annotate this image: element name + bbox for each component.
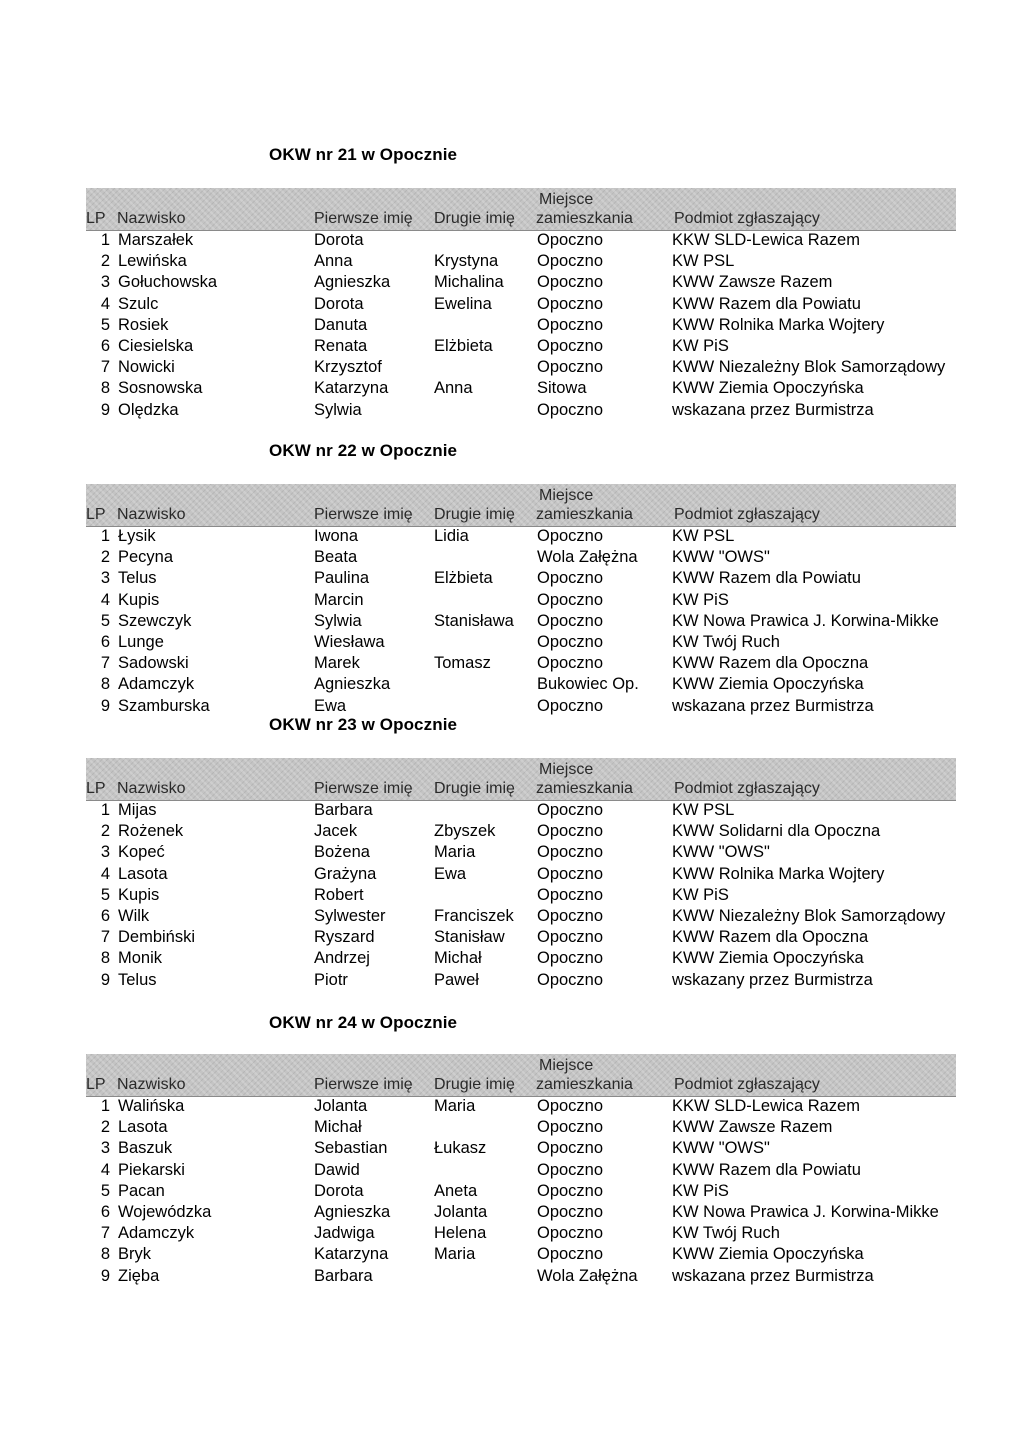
header-miejsce: Miejsce xyxy=(539,191,594,208)
cell-podmiot: KWW Ziemia Opoczyńska xyxy=(672,949,864,968)
cell-miejsce: Opoczno xyxy=(537,569,604,588)
table-row xyxy=(0,632,1024,653)
cell-pierwsze-imie: Barbara xyxy=(314,801,373,819)
cell-pierwsze-imie: Beata xyxy=(314,548,358,567)
cell-drugie-imie: Helena xyxy=(434,1224,487,1243)
section-title: OKW nr 23 w Opocznie xyxy=(269,715,458,734)
cell-nazwisko: Kopeć xyxy=(118,843,165,862)
cell-pierwsze-imie: Dorota xyxy=(314,231,364,249)
cell-pierwsze-imie: Sebastian xyxy=(314,1139,388,1158)
cell-drugie-imie: Aneta xyxy=(434,1181,478,1200)
cell-pierwsze-imie: Agnieszka xyxy=(314,1202,391,1221)
table-row xyxy=(0,611,1024,632)
cell-podmiot: wskazana przez Burmistrza xyxy=(672,400,874,419)
cell-nazwisko: Wilk xyxy=(118,906,150,925)
cell-drugie-imie: Paweł xyxy=(434,970,479,989)
cell-miejsce: Opoczno xyxy=(537,611,604,630)
table-header xyxy=(86,758,956,801)
cell-miejsce: Bukowiec Op. xyxy=(537,675,639,694)
table-header xyxy=(86,484,956,527)
cell-podmiot: KWW Solidarni dla Opoczna xyxy=(672,822,881,841)
header-zamieszkania: zamieszkania xyxy=(536,780,633,797)
table-row xyxy=(0,906,1024,927)
table-row xyxy=(0,1223,1024,1244)
cell-pierwsze-imie: Dorota xyxy=(314,1181,364,1200)
cell-pierwsze-imie: Robert xyxy=(314,885,364,904)
cell-lp: 9 xyxy=(100,1266,110,1285)
header-lp: LP xyxy=(86,506,106,523)
cell-pierwsze-imie: Dawid xyxy=(314,1160,360,1179)
header-lp: LP xyxy=(86,780,106,797)
cell-pierwsze-imie: Dorota xyxy=(314,294,364,313)
cell-podmiot: KWW Razem dla Powiatu xyxy=(672,569,861,588)
cell-podmiot: KW PSL xyxy=(672,801,735,819)
section-title: OKW nr 22 w Opocznie xyxy=(269,441,458,460)
cell-podmiot: KWW "OWS" xyxy=(672,548,770,567)
cell-podmiot: KKW SLD-Lewica Razem xyxy=(672,1097,860,1115)
table-body xyxy=(0,1096,1024,1287)
cell-lp: 8 xyxy=(100,1245,110,1264)
cell-miejsce: Opoczno xyxy=(537,1181,604,1200)
cell-nazwisko: Telus xyxy=(118,970,157,989)
cell-nazwisko: Marszałek xyxy=(118,231,194,249)
cell-drugie-imie: Maria xyxy=(434,843,476,862)
cell-pierwsze-imie: Sylwester xyxy=(314,906,386,925)
cell-pierwsze-imie: Ewa xyxy=(314,696,347,715)
cell-miejsce: Opoczno xyxy=(537,949,604,968)
header-podmiot: Podmiot zgłaszający xyxy=(674,780,820,797)
header-drugie-imie: Drugie imię xyxy=(434,1076,515,1093)
table-row xyxy=(0,927,1024,948)
header-lp: LP xyxy=(86,210,106,227)
cell-lp: 3 xyxy=(100,273,110,292)
cell-drugie-imie: Maria xyxy=(434,1245,476,1264)
table-row xyxy=(0,821,1024,842)
cell-nazwisko: Walińska xyxy=(118,1097,185,1115)
cell-nazwisko: Lasota xyxy=(118,1118,168,1137)
cell-pierwsze-imie: Jolanta xyxy=(314,1097,368,1115)
header-pierwsze-imie: Pierwsze imię xyxy=(314,506,413,523)
cell-lp: 8 xyxy=(100,675,110,694)
cell-nazwisko: Pecyna xyxy=(118,548,174,567)
cell-podmiot: KWW Razem dla Opoczna xyxy=(672,654,869,673)
section-title: OKW nr 24 w Opocznie xyxy=(269,1013,458,1032)
cell-miejsce: Opoczno xyxy=(537,1097,604,1115)
header-drugie-imie: Drugie imię xyxy=(434,780,515,797)
header-nazwisko: Nazwisko xyxy=(117,210,186,227)
table-row xyxy=(0,357,1024,378)
cell-miejsce: Opoczno xyxy=(537,527,604,545)
cell-lp: 3 xyxy=(100,1139,110,1158)
cell-nazwisko: Monik xyxy=(118,949,163,968)
cell-nazwisko: Ciesielska xyxy=(118,336,194,355)
cell-lp: 6 xyxy=(100,1202,110,1221)
table-row xyxy=(0,1117,1024,1138)
cell-miejsce: Opoczno xyxy=(537,315,604,334)
cell-podmiot: KWW Rolnika Marka Wojtery xyxy=(672,864,885,883)
cell-drugie-imie: Maria xyxy=(434,1097,476,1115)
table-row xyxy=(0,272,1024,293)
cell-miejsce: Opoczno xyxy=(537,400,604,419)
cell-drugie-imie: Elżbieta xyxy=(434,336,493,355)
cell-podmiot: KW Twój Ruch xyxy=(672,1224,780,1243)
cell-pierwsze-imie: Bożena xyxy=(314,843,370,862)
table-row xyxy=(0,1244,1024,1265)
cell-podmiot: KWW Ziemia Opoczyńska xyxy=(672,1245,864,1264)
cell-nazwisko: Szewczyk xyxy=(118,611,192,630)
cell-podmiot: KWW Ziemia Opoczyńska xyxy=(672,379,864,398)
cell-miejsce: Opoczno xyxy=(537,654,604,673)
cell-nazwisko: Kupis xyxy=(118,885,160,904)
table-row xyxy=(0,1202,1024,1223)
cell-lp: 6 xyxy=(100,632,110,651)
cell-lp: 4 xyxy=(100,294,110,313)
cell-nazwisko: Rożenek xyxy=(118,822,184,841)
header-miejsce: Miejsce xyxy=(539,1057,594,1074)
cell-nazwisko: Adamczyk xyxy=(118,675,195,694)
cell-miejsce: Opoczno xyxy=(537,273,604,292)
header-podmiot: Podmiot zgłaszający xyxy=(674,506,820,523)
cell-lp: 9 xyxy=(100,696,110,715)
header-miejsce: Miejsce xyxy=(539,761,594,778)
cell-lp: 1 xyxy=(100,801,110,819)
table-row xyxy=(0,590,1024,611)
cell-nazwisko: Szulc xyxy=(118,294,159,313)
cell-pierwsze-imie: Sylwia xyxy=(314,611,362,630)
cell-drugie-imie: Elżbieta xyxy=(434,569,493,588)
cell-miejsce: Opoczno xyxy=(537,1224,604,1243)
cell-miejsce: Opoczno xyxy=(537,1160,604,1179)
cell-nazwisko: Gołuchowska xyxy=(118,273,218,292)
table-row xyxy=(0,842,1024,863)
table-row xyxy=(0,230,1024,251)
cell-podmiot: KW PiS xyxy=(672,336,729,355)
cell-podmiot: KW Nowa Prawica J. Korwina-Mikke xyxy=(672,1202,939,1221)
cell-pierwsze-imie: Ryszard xyxy=(314,928,375,947)
cell-drugie-imie: Lidia xyxy=(434,527,469,545)
cell-nazwisko: Lewińska xyxy=(118,252,187,271)
cell-pierwsze-imie: Marcin xyxy=(314,590,364,609)
cell-pierwsze-imie: Andrzej xyxy=(314,949,370,968)
cell-miejsce: Opoczno xyxy=(537,1118,604,1137)
cell-drugie-imie: Jolanta xyxy=(434,1202,488,1221)
cell-podmiot: KWW Rolnika Marka Wojtery xyxy=(672,315,885,334)
cell-miejsce: Wola Załężna xyxy=(537,548,638,567)
cell-pierwsze-imie: Jacek xyxy=(314,822,358,841)
cell-lp: 6 xyxy=(100,336,110,355)
cell-miejsce: Opoczno xyxy=(537,252,604,271)
cell-lp: 1 xyxy=(100,527,110,545)
cell-podmiot: KWW Razem dla Powiatu xyxy=(672,294,861,313)
cell-lp: 8 xyxy=(100,379,110,398)
cell-nazwisko: Sadowski xyxy=(118,654,189,673)
cell-nazwisko: Kupis xyxy=(118,590,160,609)
cell-nazwisko: Wojewódzka xyxy=(118,1202,212,1221)
cell-lp: 9 xyxy=(100,970,110,989)
cell-drugie-imie: Michał xyxy=(434,949,482,968)
cell-miejsce: Opoczno xyxy=(537,822,604,841)
cell-drugie-imie: Stanisław xyxy=(434,928,505,947)
table-row xyxy=(0,568,1024,589)
table-row xyxy=(0,294,1024,315)
cell-lp: 2 xyxy=(100,548,110,567)
cell-miejsce: Opoczno xyxy=(537,843,604,862)
cell-miejsce: Opoczno xyxy=(537,801,604,819)
cell-podmiot: KWW Niezależny Blok Samorządowy xyxy=(672,906,946,925)
header-drugie-imie: Drugie imię xyxy=(434,506,515,523)
cell-miejsce: Opoczno xyxy=(537,928,604,947)
cell-podmiot: KW PiS xyxy=(672,885,729,904)
table-row xyxy=(0,336,1024,357)
cell-podmiot: KW Nowa Prawica J. Korwina-Mikke xyxy=(672,611,939,630)
cell-pierwsze-imie: Marek xyxy=(314,654,360,673)
cell-pierwsze-imie: Katarzyna xyxy=(314,1245,389,1264)
cell-lp: 2 xyxy=(100,1118,110,1137)
cell-nazwisko: Zięba xyxy=(118,1266,160,1285)
table-row xyxy=(0,864,1024,885)
cell-nazwisko: Bryk xyxy=(118,1245,151,1264)
section-title: OKW nr 21 w Opocznie xyxy=(269,145,458,164)
cell-lp: 9 xyxy=(100,400,110,419)
cell-podmiot: wskazana przez Burmistrza xyxy=(672,696,874,715)
cell-lp: 4 xyxy=(100,864,110,883)
header-nazwisko: Nazwisko xyxy=(117,1076,186,1093)
table-row xyxy=(0,526,1024,547)
cell-nazwisko: Lunge xyxy=(118,632,164,651)
cell-nazwisko: Baszuk xyxy=(118,1139,173,1158)
cell-podmiot: KW Twój Ruch xyxy=(672,632,780,651)
cell-lp: 1 xyxy=(100,1097,110,1115)
cell-nazwisko: Lasota xyxy=(118,864,168,883)
cell-nazwisko: Olędzka xyxy=(118,400,179,419)
header-drugie-imie: Drugie imię xyxy=(434,210,515,227)
cell-lp: 3 xyxy=(100,843,110,862)
cell-lp: 8 xyxy=(100,949,110,968)
cell-drugie-imie: Michalina xyxy=(434,273,504,292)
cell-pierwsze-imie: Krzysztof xyxy=(314,358,382,377)
table-row xyxy=(0,885,1024,906)
cell-miejsce: Opoczno xyxy=(537,1245,604,1264)
cell-pierwsze-imie: Agnieszka xyxy=(314,273,391,292)
header-podmiot: Podmiot zgłaszający xyxy=(674,1076,820,1093)
cell-miejsce: Opoczno xyxy=(537,885,604,904)
cell-nazwisko: Sosnowska xyxy=(118,379,203,398)
cell-pierwsze-imie: Michał xyxy=(314,1118,362,1137)
cell-podmiot: KWW Razem dla Opoczna xyxy=(672,928,869,947)
cell-podmiot: KWW "OWS" xyxy=(672,843,770,862)
cell-miejsce: Opoczno xyxy=(537,358,604,377)
cell-drugie-imie: Tomasz xyxy=(434,654,491,673)
table-row xyxy=(0,1181,1024,1202)
cell-podmiot: KW PiS xyxy=(672,590,729,609)
cell-podmiot: KW PSL xyxy=(672,252,735,271)
cell-nazwisko: Piekarski xyxy=(118,1160,185,1179)
table-row xyxy=(0,948,1024,969)
cell-miejsce: Opoczno xyxy=(537,1139,604,1158)
cell-podmiot: KWW Ziemia Opoczyńska xyxy=(672,675,864,694)
cell-lp: 1 xyxy=(100,231,110,249)
table-body xyxy=(0,800,1024,991)
cell-nazwisko: Telus xyxy=(118,569,157,588)
cell-nazwisko: Dembiński xyxy=(118,928,196,947)
cell-miejsce: Opoczno xyxy=(537,696,604,715)
cell-podmiot: KWW Zawsze Razem xyxy=(672,273,833,292)
table-row xyxy=(0,315,1024,336)
cell-lp: 4 xyxy=(100,1160,110,1179)
cell-pierwsze-imie: Katarzyna xyxy=(314,379,389,398)
cell-pierwsze-imie: Jadwiga xyxy=(314,1224,375,1243)
cell-nazwisko: Szamburska xyxy=(118,696,210,715)
header-pierwsze-imie: Pierwsze imię xyxy=(314,210,413,227)
cell-nazwisko: Pacan xyxy=(118,1181,165,1200)
cell-pierwsze-imie: Piotr xyxy=(314,970,348,989)
cell-drugie-imie: Anna xyxy=(434,379,473,398)
cell-lp: 7 xyxy=(100,358,110,377)
header-miejsce: Miejsce xyxy=(539,487,594,504)
cell-miejsce: Opoczno xyxy=(537,906,604,925)
cell-nazwisko: Adamczyk xyxy=(118,1224,195,1243)
cell-miejsce: Opoczno xyxy=(537,294,604,313)
table-row xyxy=(0,547,1024,568)
cell-nazwisko: Łysik xyxy=(118,527,156,545)
cell-lp: 2 xyxy=(100,252,110,271)
table-row xyxy=(0,653,1024,674)
cell-miejsce: Opoczno xyxy=(537,1202,604,1221)
cell-miejsce: Sitowa xyxy=(537,379,587,398)
cell-pierwsze-imie: Danuta xyxy=(314,315,368,334)
cell-pierwsze-imie: Paulina xyxy=(314,569,370,588)
header-lp: LP xyxy=(86,1076,106,1093)
cell-podmiot: KW PSL xyxy=(672,527,735,545)
cell-drugie-imie: Ewelina xyxy=(434,294,492,313)
table-row xyxy=(0,674,1024,695)
header-zamieszkania: zamieszkania xyxy=(536,506,633,523)
table-row xyxy=(0,1138,1024,1159)
cell-lp: 6 xyxy=(100,906,110,925)
cell-lp: 5 xyxy=(100,1181,110,1200)
table-body xyxy=(0,230,1024,421)
cell-pierwsze-imie: Sylwia xyxy=(314,400,362,419)
cell-drugie-imie: Stanisława xyxy=(434,611,514,630)
cell-lp: 7 xyxy=(100,928,110,947)
cell-miejsce: Opoczno xyxy=(537,864,604,883)
cell-miejsce: Opoczno xyxy=(537,231,604,249)
cell-podmiot: wskazana przez Burmistrza xyxy=(672,1266,874,1285)
table-row xyxy=(0,970,1024,991)
cell-podmiot: KWW Niezależny Blok Samorządowy xyxy=(672,358,946,377)
cell-podmiot: wskazany przez Burmistrza xyxy=(672,970,873,989)
cell-podmiot: KWW Razem dla Powiatu xyxy=(672,1160,861,1179)
cell-drugie-imie: Franciszek xyxy=(434,906,514,925)
table-row xyxy=(0,800,1024,821)
table-row xyxy=(0,400,1024,421)
cell-podmiot: KWW "OWS" xyxy=(672,1139,770,1158)
cell-lp: 5 xyxy=(100,885,110,904)
table-row xyxy=(0,696,1024,717)
cell-miejsce: Opoczno xyxy=(537,632,604,651)
header-zamieszkania: zamieszkania xyxy=(536,1076,633,1093)
cell-pierwsze-imie: Grażyna xyxy=(314,864,377,883)
cell-nazwisko: Mijas xyxy=(118,801,157,819)
table-row xyxy=(0,1160,1024,1181)
header-nazwisko: Nazwisko xyxy=(117,506,186,523)
cell-lp: 4 xyxy=(100,590,110,609)
cell-drugie-imie: Zbyszek xyxy=(434,822,496,841)
header-nazwisko: Nazwisko xyxy=(117,780,186,797)
cell-pierwsze-imie: Anna xyxy=(314,252,353,271)
cell-podmiot: KWW Zawsze Razem xyxy=(672,1118,833,1137)
cell-pierwsze-imie: Barbara xyxy=(314,1266,373,1285)
table-header xyxy=(86,188,956,231)
cell-nazwisko: Nowicki xyxy=(118,358,175,377)
cell-podmiot: KW PiS xyxy=(672,1181,729,1200)
cell-miejsce: Opoczno xyxy=(537,336,604,355)
cell-lp: 7 xyxy=(100,654,110,673)
cell-nazwisko: Rosiek xyxy=(118,315,169,334)
cell-lp: 7 xyxy=(100,1224,110,1243)
cell-pierwsze-imie: Agnieszka xyxy=(314,675,391,694)
header-zamieszkania: zamieszkania xyxy=(536,210,633,227)
cell-drugie-imie: Łukasz xyxy=(434,1139,487,1158)
cell-miejsce: Opoczno xyxy=(537,590,604,609)
table-header xyxy=(86,1054,956,1097)
cell-drugie-imie: Ewa xyxy=(434,864,467,883)
cell-drugie-imie: Krystyna xyxy=(434,252,499,271)
cell-lp: 3 xyxy=(100,569,110,588)
table-row xyxy=(0,1096,1024,1117)
header-pierwsze-imie: Pierwsze imię xyxy=(314,780,413,797)
table-row xyxy=(0,1266,1024,1287)
cell-lp: 2 xyxy=(100,822,110,841)
table-row xyxy=(0,251,1024,272)
cell-pierwsze-imie: Iwona xyxy=(314,527,359,545)
header-pierwsze-imie: Pierwsze imię xyxy=(314,1076,413,1093)
header-podmiot: Podmiot zgłaszający xyxy=(674,210,820,227)
table-row xyxy=(0,378,1024,399)
cell-pierwsze-imie: Wiesława xyxy=(314,632,385,651)
table-body xyxy=(0,526,1024,717)
cell-miejsce: Wola Załężna xyxy=(537,1266,638,1285)
cell-miejsce: Opoczno xyxy=(537,970,604,989)
cell-pierwsze-imie: Renata xyxy=(314,336,368,355)
cell-podmiot: KKW SLD-Lewica Razem xyxy=(672,231,860,249)
cell-lp: 5 xyxy=(100,611,110,630)
cell-lp: 5 xyxy=(100,315,110,334)
